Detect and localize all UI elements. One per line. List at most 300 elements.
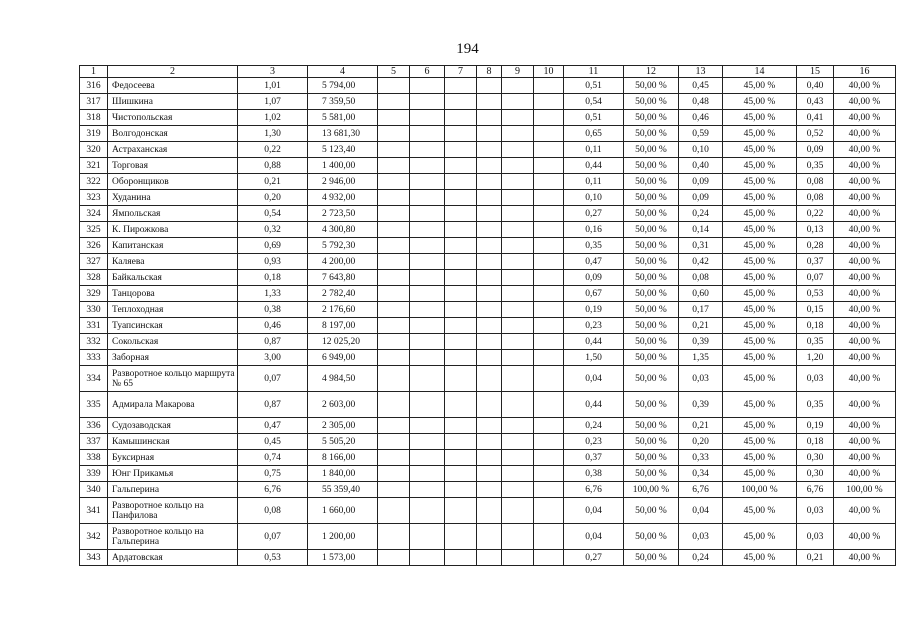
cell-name: Судозаводская xyxy=(108,418,238,434)
cell-empty xyxy=(477,158,502,174)
table-row xyxy=(80,206,896,222)
cell-c12: 50,00 % xyxy=(624,190,679,206)
cell-empty xyxy=(378,238,410,254)
cell-c14: 45,00 % xyxy=(723,270,797,286)
cell-c14: 45,00 % xyxy=(723,110,797,126)
cell-c12: 50,00 % xyxy=(624,206,679,222)
cell-c11: 0,27 xyxy=(564,206,624,222)
cell-empty xyxy=(378,418,410,434)
table-row xyxy=(80,392,896,418)
cell-c15: 0,22 xyxy=(797,206,834,222)
table-row xyxy=(80,286,896,302)
cell-c4: 8 197,00 xyxy=(308,318,378,334)
cell-empty xyxy=(445,110,477,126)
cell-empty xyxy=(445,94,477,110)
cell-empty xyxy=(502,110,534,126)
cell-c14: 45,00 % xyxy=(723,254,797,270)
cell-empty xyxy=(410,158,445,174)
cell-empty xyxy=(477,78,502,94)
cell-empty xyxy=(534,142,564,158)
cell-empty xyxy=(502,238,534,254)
cell-c12: 50,00 % xyxy=(624,78,679,94)
cell-c12: 50,00 % xyxy=(624,334,679,350)
cell-empty xyxy=(410,142,445,158)
cell-empty xyxy=(378,254,410,270)
cell-c16: 40,00 % xyxy=(834,366,896,392)
cell-c11: 0,65 xyxy=(564,126,624,142)
cell-c14: 100,00 % xyxy=(723,482,797,498)
cell-c11: 1,50 xyxy=(564,350,624,366)
cell-c12: 50,00 % xyxy=(624,286,679,302)
cell-empty xyxy=(477,550,502,566)
cell-c4: 5 505,20 xyxy=(308,434,378,450)
cell-c15: 6,76 xyxy=(797,482,834,498)
cell-c15: 0,41 xyxy=(797,110,834,126)
cell-empty xyxy=(445,366,477,392)
cell-c15: 0,08 xyxy=(797,190,834,206)
cell-c4: 1 400,00 xyxy=(308,158,378,174)
cell-empty xyxy=(534,302,564,318)
cell-c13: 0,46 xyxy=(679,110,723,126)
cell-empty xyxy=(445,190,477,206)
cell-c3: 0,22 xyxy=(238,142,308,158)
cell-empty xyxy=(378,142,410,158)
cell-c11: 0,44 xyxy=(564,334,624,350)
cell-c14: 45,00 % xyxy=(723,418,797,434)
table-row xyxy=(80,418,896,434)
cell-c16: 40,00 % xyxy=(834,222,896,238)
cell-c4: 4 984,50 xyxy=(308,366,378,392)
cell-n: 322 xyxy=(80,174,108,190)
cell-empty xyxy=(477,254,502,270)
column-header: 2 xyxy=(108,66,238,78)
cell-empty xyxy=(445,254,477,270)
cell-c15: 0,09 xyxy=(797,142,834,158)
table-row xyxy=(80,524,896,550)
cell-empty xyxy=(502,498,534,524)
cell-empty xyxy=(378,286,410,302)
table-row xyxy=(80,498,896,524)
cell-empty xyxy=(477,524,502,550)
cell-c4: 4 932,00 xyxy=(308,190,378,206)
cell-c16: 40,00 % xyxy=(834,142,896,158)
cell-c14: 45,00 % xyxy=(723,158,797,174)
cell-empty xyxy=(410,466,445,482)
cell-empty xyxy=(477,434,502,450)
cell-c11: 0,16 xyxy=(564,222,624,238)
cell-empty xyxy=(502,142,534,158)
cell-name: Разворотное кольцо на Панфилова xyxy=(108,498,238,524)
cell-c15: 0,35 xyxy=(797,392,834,418)
cell-name: Теплоходная xyxy=(108,302,238,318)
cell-c11: 0,04 xyxy=(564,498,624,524)
cell-empty xyxy=(410,498,445,524)
cell-empty xyxy=(477,270,502,286)
cell-empty xyxy=(534,318,564,334)
cell-c12: 100,00 % xyxy=(624,482,679,498)
cell-c3: 1,33 xyxy=(238,286,308,302)
cell-c15: 0,52 xyxy=(797,126,834,142)
cell-empty xyxy=(378,450,410,466)
cell-empty xyxy=(534,524,564,550)
cell-empty xyxy=(502,286,534,302)
cell-empty xyxy=(477,350,502,366)
cell-n: 321 xyxy=(80,158,108,174)
cell-c15: 0,03 xyxy=(797,366,834,392)
cell-c16: 40,00 % xyxy=(834,94,896,110)
cell-empty xyxy=(410,78,445,94)
cell-c4: 12 025,20 xyxy=(308,334,378,350)
page-number: 194 xyxy=(456,41,479,57)
column-header: 3 xyxy=(238,66,308,78)
cell-empty xyxy=(378,366,410,392)
cell-n: 326 xyxy=(80,238,108,254)
cell-empty xyxy=(477,498,502,524)
cell-c15: 0,13 xyxy=(797,222,834,238)
cell-c16: 40,00 % xyxy=(834,254,896,270)
cell-c14: 45,00 % xyxy=(723,334,797,350)
cell-c15: 1,20 xyxy=(797,350,834,366)
cell-c15: 0,43 xyxy=(797,94,834,110)
cell-empty xyxy=(534,350,564,366)
cell-empty xyxy=(445,270,477,286)
cell-c11: 0,27 xyxy=(564,550,624,566)
cell-name: Разворотное кольцо маршрута № 65 xyxy=(108,366,238,392)
cell-empty xyxy=(445,222,477,238)
cell-c15: 0,21 xyxy=(797,550,834,566)
cell-n: 331 xyxy=(80,318,108,334)
cell-c4: 7 643,80 xyxy=(308,270,378,286)
cell-c14: 45,00 % xyxy=(723,190,797,206)
cell-empty xyxy=(534,158,564,174)
cell-c4: 5 794,00 xyxy=(308,78,378,94)
cell-c4: 5 123,40 xyxy=(308,142,378,158)
cell-c13: 0,34 xyxy=(679,466,723,482)
cell-c13: 0,04 xyxy=(679,498,723,524)
cell-c16: 40,00 % xyxy=(834,190,896,206)
cell-c13: 0,17 xyxy=(679,302,723,318)
cell-empty xyxy=(445,550,477,566)
cell-c11: 0,54 xyxy=(564,94,624,110)
cell-empty xyxy=(410,392,445,418)
cell-c13: 0,60 xyxy=(679,286,723,302)
cell-n: 327 xyxy=(80,254,108,270)
cell-c11: 6,76 xyxy=(564,482,624,498)
cell-n: 323 xyxy=(80,190,108,206)
cell-n: 340 xyxy=(80,482,108,498)
cell-empty xyxy=(534,498,564,524)
cell-c13: 0,48 xyxy=(679,94,723,110)
cell-c3: 0,07 xyxy=(238,524,308,550)
cell-empty xyxy=(410,174,445,190)
table-row xyxy=(80,302,896,318)
cell-empty xyxy=(410,222,445,238)
cell-c14: 45,00 % xyxy=(723,392,797,418)
cell-c4: 1 660,00 xyxy=(308,498,378,524)
cell-empty xyxy=(477,190,502,206)
cell-c4: 2 305,00 xyxy=(308,418,378,434)
cell-name: Астраханская xyxy=(108,142,238,158)
cell-empty xyxy=(378,318,410,334)
cell-empty xyxy=(502,158,534,174)
column-header: 8 xyxy=(477,66,502,78)
cell-empty xyxy=(534,206,564,222)
cell-n: 328 xyxy=(80,270,108,286)
cell-c16: 40,00 % xyxy=(834,270,896,286)
table-row xyxy=(80,350,896,366)
cell-c12: 50,00 % xyxy=(624,524,679,550)
cell-empty xyxy=(534,222,564,238)
table-row xyxy=(80,110,896,126)
cell-empty xyxy=(502,418,534,434)
cell-empty xyxy=(477,366,502,392)
column-header: 15 xyxy=(797,66,834,78)
cell-empty xyxy=(502,392,534,418)
cell-empty xyxy=(534,366,564,392)
cell-c14: 45,00 % xyxy=(723,366,797,392)
cell-empty xyxy=(534,174,564,190)
column-header: 13 xyxy=(679,66,723,78)
cell-c13: 0,10 xyxy=(679,142,723,158)
cell-c13: 0,09 xyxy=(679,190,723,206)
cell-empty xyxy=(378,222,410,238)
cell-empty xyxy=(477,126,502,142)
column-header: 6 xyxy=(410,66,445,78)
column-header: 12 xyxy=(624,66,679,78)
column-header: 10 xyxy=(534,66,564,78)
cell-empty xyxy=(477,206,502,222)
cell-c15: 0,30 xyxy=(797,450,834,466)
cell-c3: 0,69 xyxy=(238,238,308,254)
cell-empty xyxy=(502,174,534,190)
cell-c11: 0,23 xyxy=(564,434,624,450)
cell-c3: 0,20 xyxy=(238,190,308,206)
cell-c16: 40,00 % xyxy=(834,466,896,482)
cell-empty xyxy=(445,174,477,190)
cell-c4: 1 573,00 xyxy=(308,550,378,566)
cell-empty xyxy=(378,206,410,222)
cell-empty xyxy=(378,270,410,286)
cell-name: Байкальская xyxy=(108,270,238,286)
cell-empty xyxy=(502,302,534,318)
table-row xyxy=(80,450,896,466)
cell-c11: 0,44 xyxy=(564,392,624,418)
cell-c3: 0,53 xyxy=(238,550,308,566)
cell-empty xyxy=(477,222,502,238)
cell-name: Танцорова xyxy=(108,286,238,302)
cell-empty xyxy=(534,126,564,142)
table-row xyxy=(80,270,896,286)
cell-empty xyxy=(410,418,445,434)
cell-c15: 0,28 xyxy=(797,238,834,254)
cell-empty xyxy=(534,190,564,206)
table-row xyxy=(80,222,896,238)
cell-c4: 2 946,00 xyxy=(308,174,378,190)
cell-empty xyxy=(378,498,410,524)
cell-c14: 45,00 % xyxy=(723,238,797,254)
cell-name: Шишкина xyxy=(108,94,238,110)
cell-n: 329 xyxy=(80,286,108,302)
cell-empty xyxy=(534,254,564,270)
cell-c16: 40,00 % xyxy=(834,418,896,434)
table-body xyxy=(80,66,896,566)
table-row xyxy=(80,78,896,94)
table-row xyxy=(80,318,896,334)
cell-empty xyxy=(477,482,502,498)
cell-name: Камышинская xyxy=(108,434,238,450)
cell-c11: 0,19 xyxy=(564,302,624,318)
column-header: 11 xyxy=(564,66,624,78)
cell-empty xyxy=(502,94,534,110)
cell-c11: 0,24 xyxy=(564,418,624,434)
table-row xyxy=(80,158,896,174)
cell-c4: 2 723,50 xyxy=(308,206,378,222)
cell-c13: 0,03 xyxy=(679,366,723,392)
table-row xyxy=(80,190,896,206)
cell-n: 318 xyxy=(80,110,108,126)
cell-c4: 6 949,00 xyxy=(308,350,378,366)
cell-c11: 0,67 xyxy=(564,286,624,302)
cell-c12: 50,00 % xyxy=(624,366,679,392)
cell-name: Ардатовская xyxy=(108,550,238,566)
column-header: 9 xyxy=(502,66,534,78)
cell-empty xyxy=(410,550,445,566)
table-row xyxy=(80,254,896,270)
cell-c16: 100,00 % xyxy=(834,482,896,498)
cell-c3: 0,21 xyxy=(238,174,308,190)
cell-c15: 0,35 xyxy=(797,334,834,350)
cell-empty xyxy=(445,302,477,318)
cell-empty xyxy=(534,434,564,450)
cell-c14: 45,00 % xyxy=(723,286,797,302)
cell-n: 335 xyxy=(80,392,108,418)
cell-c3: 0,45 xyxy=(238,434,308,450)
cell-c12: 50,00 % xyxy=(624,270,679,286)
cell-c12: 50,00 % xyxy=(624,94,679,110)
cell-c12: 50,00 % xyxy=(624,466,679,482)
cell-n: 338 xyxy=(80,450,108,466)
cell-empty xyxy=(534,286,564,302)
cell-c12: 50,00 % xyxy=(624,498,679,524)
cell-empty xyxy=(477,334,502,350)
cell-c14: 45,00 % xyxy=(723,450,797,466)
cell-empty xyxy=(445,142,477,158)
cell-c3: 1,01 xyxy=(238,78,308,94)
cell-c12: 50,00 % xyxy=(624,350,679,366)
cell-c3: 0,87 xyxy=(238,334,308,350)
cell-c16: 40,00 % xyxy=(834,434,896,450)
cell-c12: 50,00 % xyxy=(624,254,679,270)
cell-empty xyxy=(410,302,445,318)
header-row xyxy=(80,66,896,78)
table-row xyxy=(80,126,896,142)
cell-c14: 45,00 % xyxy=(723,126,797,142)
cell-empty xyxy=(477,238,502,254)
cell-empty xyxy=(378,174,410,190)
cell-c14: 45,00 % xyxy=(723,142,797,158)
cell-empty xyxy=(410,334,445,350)
cell-empty xyxy=(502,434,534,450)
cell-empty xyxy=(534,110,564,126)
column-header: 1 xyxy=(80,66,108,78)
cell-c3: 1,30 xyxy=(238,126,308,142)
cell-empty xyxy=(410,110,445,126)
cell-empty xyxy=(445,206,477,222)
table-row xyxy=(80,434,896,450)
cell-c4: 55 359,40 xyxy=(308,482,378,498)
cell-n: 325 xyxy=(80,222,108,238)
cell-empty xyxy=(534,450,564,466)
cell-c12: 50,00 % xyxy=(624,418,679,434)
cell-empty xyxy=(502,334,534,350)
cell-empty xyxy=(410,482,445,498)
cell-empty xyxy=(410,254,445,270)
cell-c15: 0,15 xyxy=(797,302,834,318)
cell-c12: 50,00 % xyxy=(624,550,679,566)
cell-c16: 40,00 % xyxy=(834,206,896,222)
cell-n: 324 xyxy=(80,206,108,222)
cell-c3: 0,46 xyxy=(238,318,308,334)
cell-c14: 45,00 % xyxy=(723,524,797,550)
cell-empty xyxy=(378,550,410,566)
cell-empty xyxy=(502,550,534,566)
cell-empty xyxy=(378,94,410,110)
cell-c13: 0,40 xyxy=(679,158,723,174)
cell-c13: 0,09 xyxy=(679,174,723,190)
cell-empty xyxy=(445,334,477,350)
cell-name: Волгодонская xyxy=(108,126,238,142)
cell-c15: 0,03 xyxy=(797,524,834,550)
cell-c16: 40,00 % xyxy=(834,158,896,174)
table-row xyxy=(80,366,896,392)
cell-n: 316 xyxy=(80,78,108,94)
cell-empty xyxy=(502,466,534,482)
cell-n: 342 xyxy=(80,524,108,550)
cell-c15: 0,30 xyxy=(797,466,834,482)
cell-n: 332 xyxy=(80,334,108,350)
cell-c12: 50,00 % xyxy=(624,142,679,158)
cell-c12: 50,00 % xyxy=(624,434,679,450)
cell-c4: 1 200,00 xyxy=(308,524,378,550)
cell-empty xyxy=(534,94,564,110)
cell-c12: 50,00 % xyxy=(624,238,679,254)
cell-c16: 40,00 % xyxy=(834,524,896,550)
cell-empty xyxy=(477,418,502,434)
cell-c15: 0,18 xyxy=(797,434,834,450)
cell-name: Буксирная xyxy=(108,450,238,466)
cell-c16: 40,00 % xyxy=(834,318,896,334)
cell-c11: 0,37 xyxy=(564,450,624,466)
cell-c4: 2 176,60 xyxy=(308,302,378,318)
cell-c3: 0,38 xyxy=(238,302,308,318)
cell-empty xyxy=(534,550,564,566)
cell-c11: 0,44 xyxy=(564,158,624,174)
cell-empty xyxy=(378,350,410,366)
cell-c15: 0,53 xyxy=(797,286,834,302)
cell-c11: 0,04 xyxy=(564,366,624,392)
column-header: 14 xyxy=(723,66,797,78)
cell-c4: 1 840,00 xyxy=(308,466,378,482)
column-header: 7 xyxy=(445,66,477,78)
cell-empty xyxy=(502,222,534,238)
cell-empty xyxy=(477,142,502,158)
column-header: 5 xyxy=(378,66,410,78)
cell-c13: 0,59 xyxy=(679,126,723,142)
cell-c16: 40,00 % xyxy=(834,110,896,126)
cell-c13: 0,31 xyxy=(679,238,723,254)
cell-n: 339 xyxy=(80,466,108,482)
cell-empty xyxy=(502,524,534,550)
